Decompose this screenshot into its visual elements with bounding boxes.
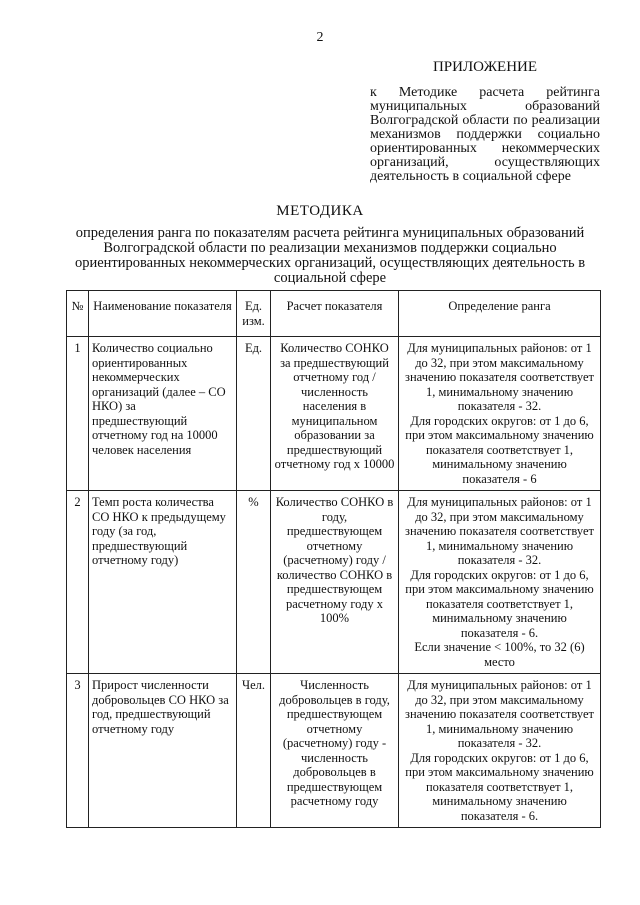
rank-note: Если значение < 100%, то 32 (6) место bbox=[414, 640, 585, 669]
rank-districts: Для муниципальных районов: от 1 до 32, при этом максимальному значению показателя соответствует 1, минимальному значению показателя - 32. bbox=[405, 341, 594, 413]
row-calc: Численность добровольцев в году, предшествующем отчетному (расчетному) году - численность добровольцев в предшествующем расчетному году bbox=[271, 674, 399, 828]
rank-okrugs: Для городских округов: от 1 до 6, при этом максимальному значению показателя соответствует 1, минимальному значению показателя - 6 bbox=[405, 413, 594, 486]
rank-districts: Для муниципальных районов: от 1 до 32, при этом максимальному значению показателя соответствует 1, минимальному значению показателя - 32. bbox=[405, 678, 594, 750]
row-num: 1 bbox=[67, 337, 89, 491]
appendix-title: ПРИЛОЖЕНИЕ bbox=[432, 59, 538, 75]
rank-districts: Для муниципальных районов: от 1 до 32, при этом максимальному значению показателя соответствует 1, минимальному значению показателя - 32. bbox=[405, 495, 594, 567]
header-calc: Расчет показателя bbox=[271, 291, 399, 337]
row-name: Прирост численности добровольцев СО НКО за год, предшествующий отчетному году bbox=[89, 674, 237, 828]
row-calc: Количество СОНКО в году, предшествующем отчетному (расчетному) году / количество СОНКО в предшествующем расчетному году х 100% bbox=[271, 491, 399, 674]
row-rank bbox=[399, 674, 601, 828]
header-unit: Ед. изм. bbox=[237, 291, 271, 337]
rank-okrugs: Для городских округов: от 1 до 6, при этом максимальному значению показателя соответствует 1, минимальному значению показателя - 6. bbox=[405, 750, 594, 823]
header-name: Наименование показателя bbox=[89, 291, 237, 337]
row-num: 3 bbox=[67, 674, 89, 828]
row-rank bbox=[399, 491, 601, 674]
header-rank: Определение ранга bbox=[399, 291, 601, 337]
table-header-row bbox=[67, 291, 601, 337]
table-row bbox=[67, 491, 601, 674]
document-title: МЕТОДИКА bbox=[276, 203, 364, 219]
page-number: 2 bbox=[316, 30, 324, 45]
header-num: № bbox=[67, 291, 89, 337]
row-calc: Количество СОНКО за предшествующий отчетному год / численность населения в муниципальном образовании за предшествующий отчетному год х 10000 bbox=[271, 337, 399, 491]
row-name: Темп роста количества СО НКО к предыдущему году (за год, предшествующий отчетному году) bbox=[89, 491, 237, 674]
rank-okrugs: Для городских округов: от 1 до 6, при этом максимальному значению показателя соответствует 1, минимальному значению показателя - 6. bbox=[405, 567, 594, 640]
row-unit: % bbox=[237, 491, 271, 674]
row-rank bbox=[399, 337, 601, 491]
table-row bbox=[67, 674, 601, 828]
appendix-block bbox=[370, 60, 600, 184]
row-name: Количество социально ориентированных некоммерческих организаций (далее – СО НКО) за предшествующий отчетному год на 10000 человек населения bbox=[89, 337, 237, 491]
table-row bbox=[67, 337, 601, 491]
row-num: 2 bbox=[67, 491, 89, 674]
row-unit: Ед. bbox=[237, 337, 271, 491]
criteria-table bbox=[66, 290, 601, 828]
appendix-text: к Методике расчета рейтинга муниципальных образований Волгоградской области по реализации механизмов поддержки социально ориентированных некоммерческих организаций, осуществляющих деятельность в социальной сфере bbox=[370, 85, 600, 184]
document-subtitle: определения ранга по показателям расчета рейтинга муниципальных образований Волгоградской области по реализации механизмов поддержки социально ориентированных некоммерческих организаций, осуществляющих деятельность в социальной сфере bbox=[74, 225, 586, 286]
row-unit: Чел. bbox=[237, 674, 271, 828]
